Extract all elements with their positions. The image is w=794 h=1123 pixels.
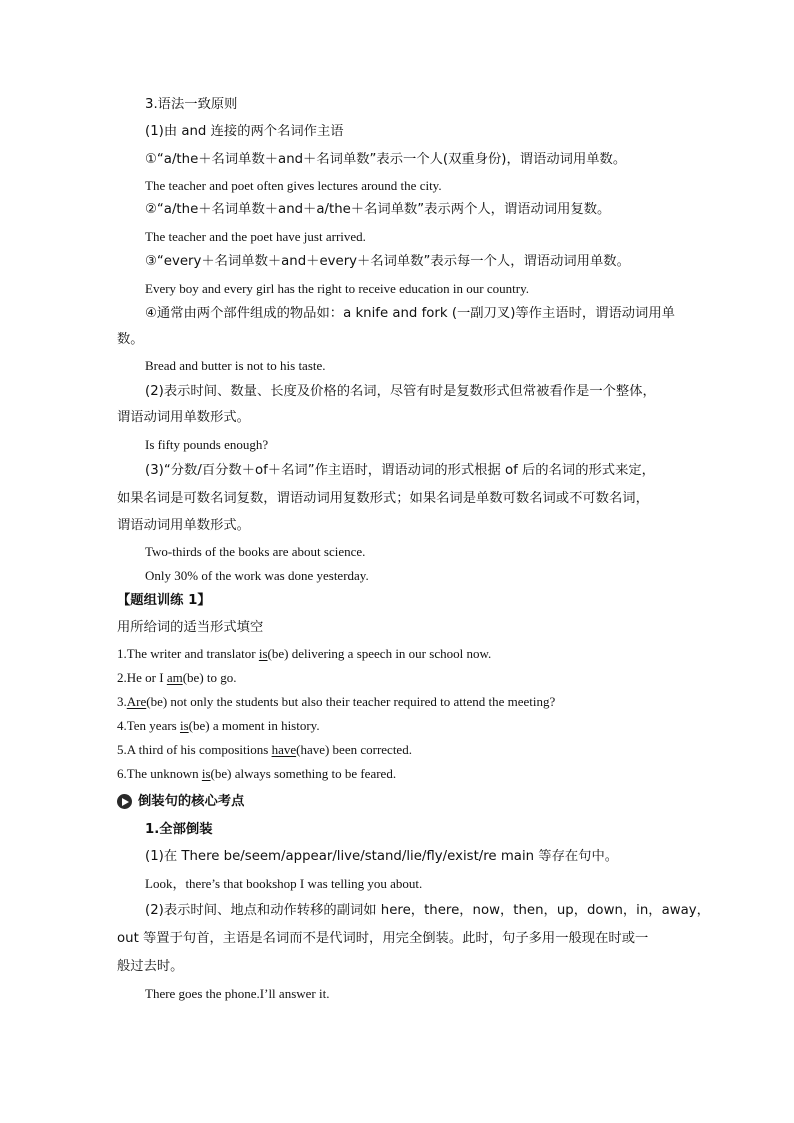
section-title: 倒装句的核心考点 — [138, 794, 245, 809]
rule-item-continued: 数。 — [117, 332, 144, 347]
example-sentence: Is fifty pounds enough? — [145, 437, 269, 452]
example-sentence: Two-thirds of the books are about science. — [145, 544, 366, 559]
answer: have — [271, 742, 297, 757]
answer: is — [201, 766, 211, 781]
play-circle-icon — [117, 794, 132, 809]
rule-subheading-continued: 谓语动词用单数形式。 — [117, 518, 250, 533]
rule-subheading: (2)表示时间、地点和动作转移的副词如 here，there，now，then，up，down，in，away， — [145, 903, 710, 918]
exercise-item: 3.Are(be) not only the students but also their teacher required to attend the meeting? — [117, 694, 556, 709]
section-heading: 3.语法一致原则 — [145, 97, 238, 112]
exercise-item: 1.The writer and translator is(be) delivering a speech in our school now. — [117, 646, 492, 661]
example-sentence: Only 30% of the work was done yesterday. — [145, 568, 369, 583]
exercise-item: 6.The unknown is(be) always something to be feared. — [117, 766, 397, 781]
exercise-title: 【题组训练 1】 — [117, 593, 211, 608]
exercise-item: 5.A third of his compositions have(have) been corrected. — [117, 742, 412, 757]
answer: Are — [126, 694, 147, 709]
rule-subheading-continued: 般过去时。 — [117, 959, 184, 974]
rule-subheading-continued: 谓语动词用单数形式。 — [117, 410, 250, 425]
rule-subheading: (2)表示时间、数量、长度及价格的名词，尽管有时是复数形式但常被看作是一个整体， — [145, 384, 656, 399]
rule-subheading: (3)“分数/百分数＋of＋名词”作主语时，谓语动词的形式根据 of 后的名词的形式来定， — [145, 463, 655, 478]
example-sentence: The teacher and poet often gives lectures around the city. — [145, 178, 442, 193]
rule-subheading-continued: out 等置于句首，主语是名词而不是代词时，用完全倒装。此时，句子多用一般现在时或一 — [117, 931, 649, 946]
example-sentence: Bread and butter is not to his taste. — [145, 358, 326, 373]
subsection-heading: 1.全部倒装 — [145, 822, 213, 837]
exercise-item: 4.Ten years is(be) a moment in history. — [117, 718, 320, 733]
rule-subheading-continued: 如果名词是可数名词复数，谓语动词用复数形式；如果名词是单数可数名词或不可数名词， — [117, 491, 649, 506]
exercise-item: 2.He or I am(be) to go. — [117, 670, 237, 685]
answer: is — [179, 718, 189, 733]
rule-subheading: (1)在 There be/seem/appear/live/stand/lie/fly/exist/re main 等存在句中。 — [145, 849, 619, 864]
rule-item: ③“every＋名词单数＋and＋every＋名词单数”表示每一个人，谓语动词用单数。 — [145, 254, 630, 269]
example-sentence: Every boy and every girl has the right to receive education in our country. — [145, 281, 529, 296]
rule-item: ①“a/the＋名词单数＋and＋名词单数”表示一个人(双重身份)，谓语动词用单数。 — [145, 152, 627, 167]
answer: am — [166, 670, 183, 685]
example-sentence: Look，there’s that bookshop I was telling you about. — [145, 876, 423, 891]
example-sentence: There goes the phone.I’ll answer it. — [145, 986, 330, 1001]
answer: is — [258, 646, 268, 661]
exercise-instruction: 用所给词的适当形式填空 — [117, 620, 264, 635]
rule-item: ②“a/the＋名词单数＋and＋a/the＋名词单数”表示两个人，谓语动词用复数。 — [145, 202, 611, 217]
example-sentence: The teacher and the poet have just arrived. — [145, 229, 366, 244]
rule-subheading: (1)由 and 连接的两个名词作主语 — [145, 124, 344, 139]
rule-item: ④通常由两个部件组成的物品如：a knife and fork (一副刀叉)等作主语时，谓语动词用单 — [145, 306, 675, 321]
